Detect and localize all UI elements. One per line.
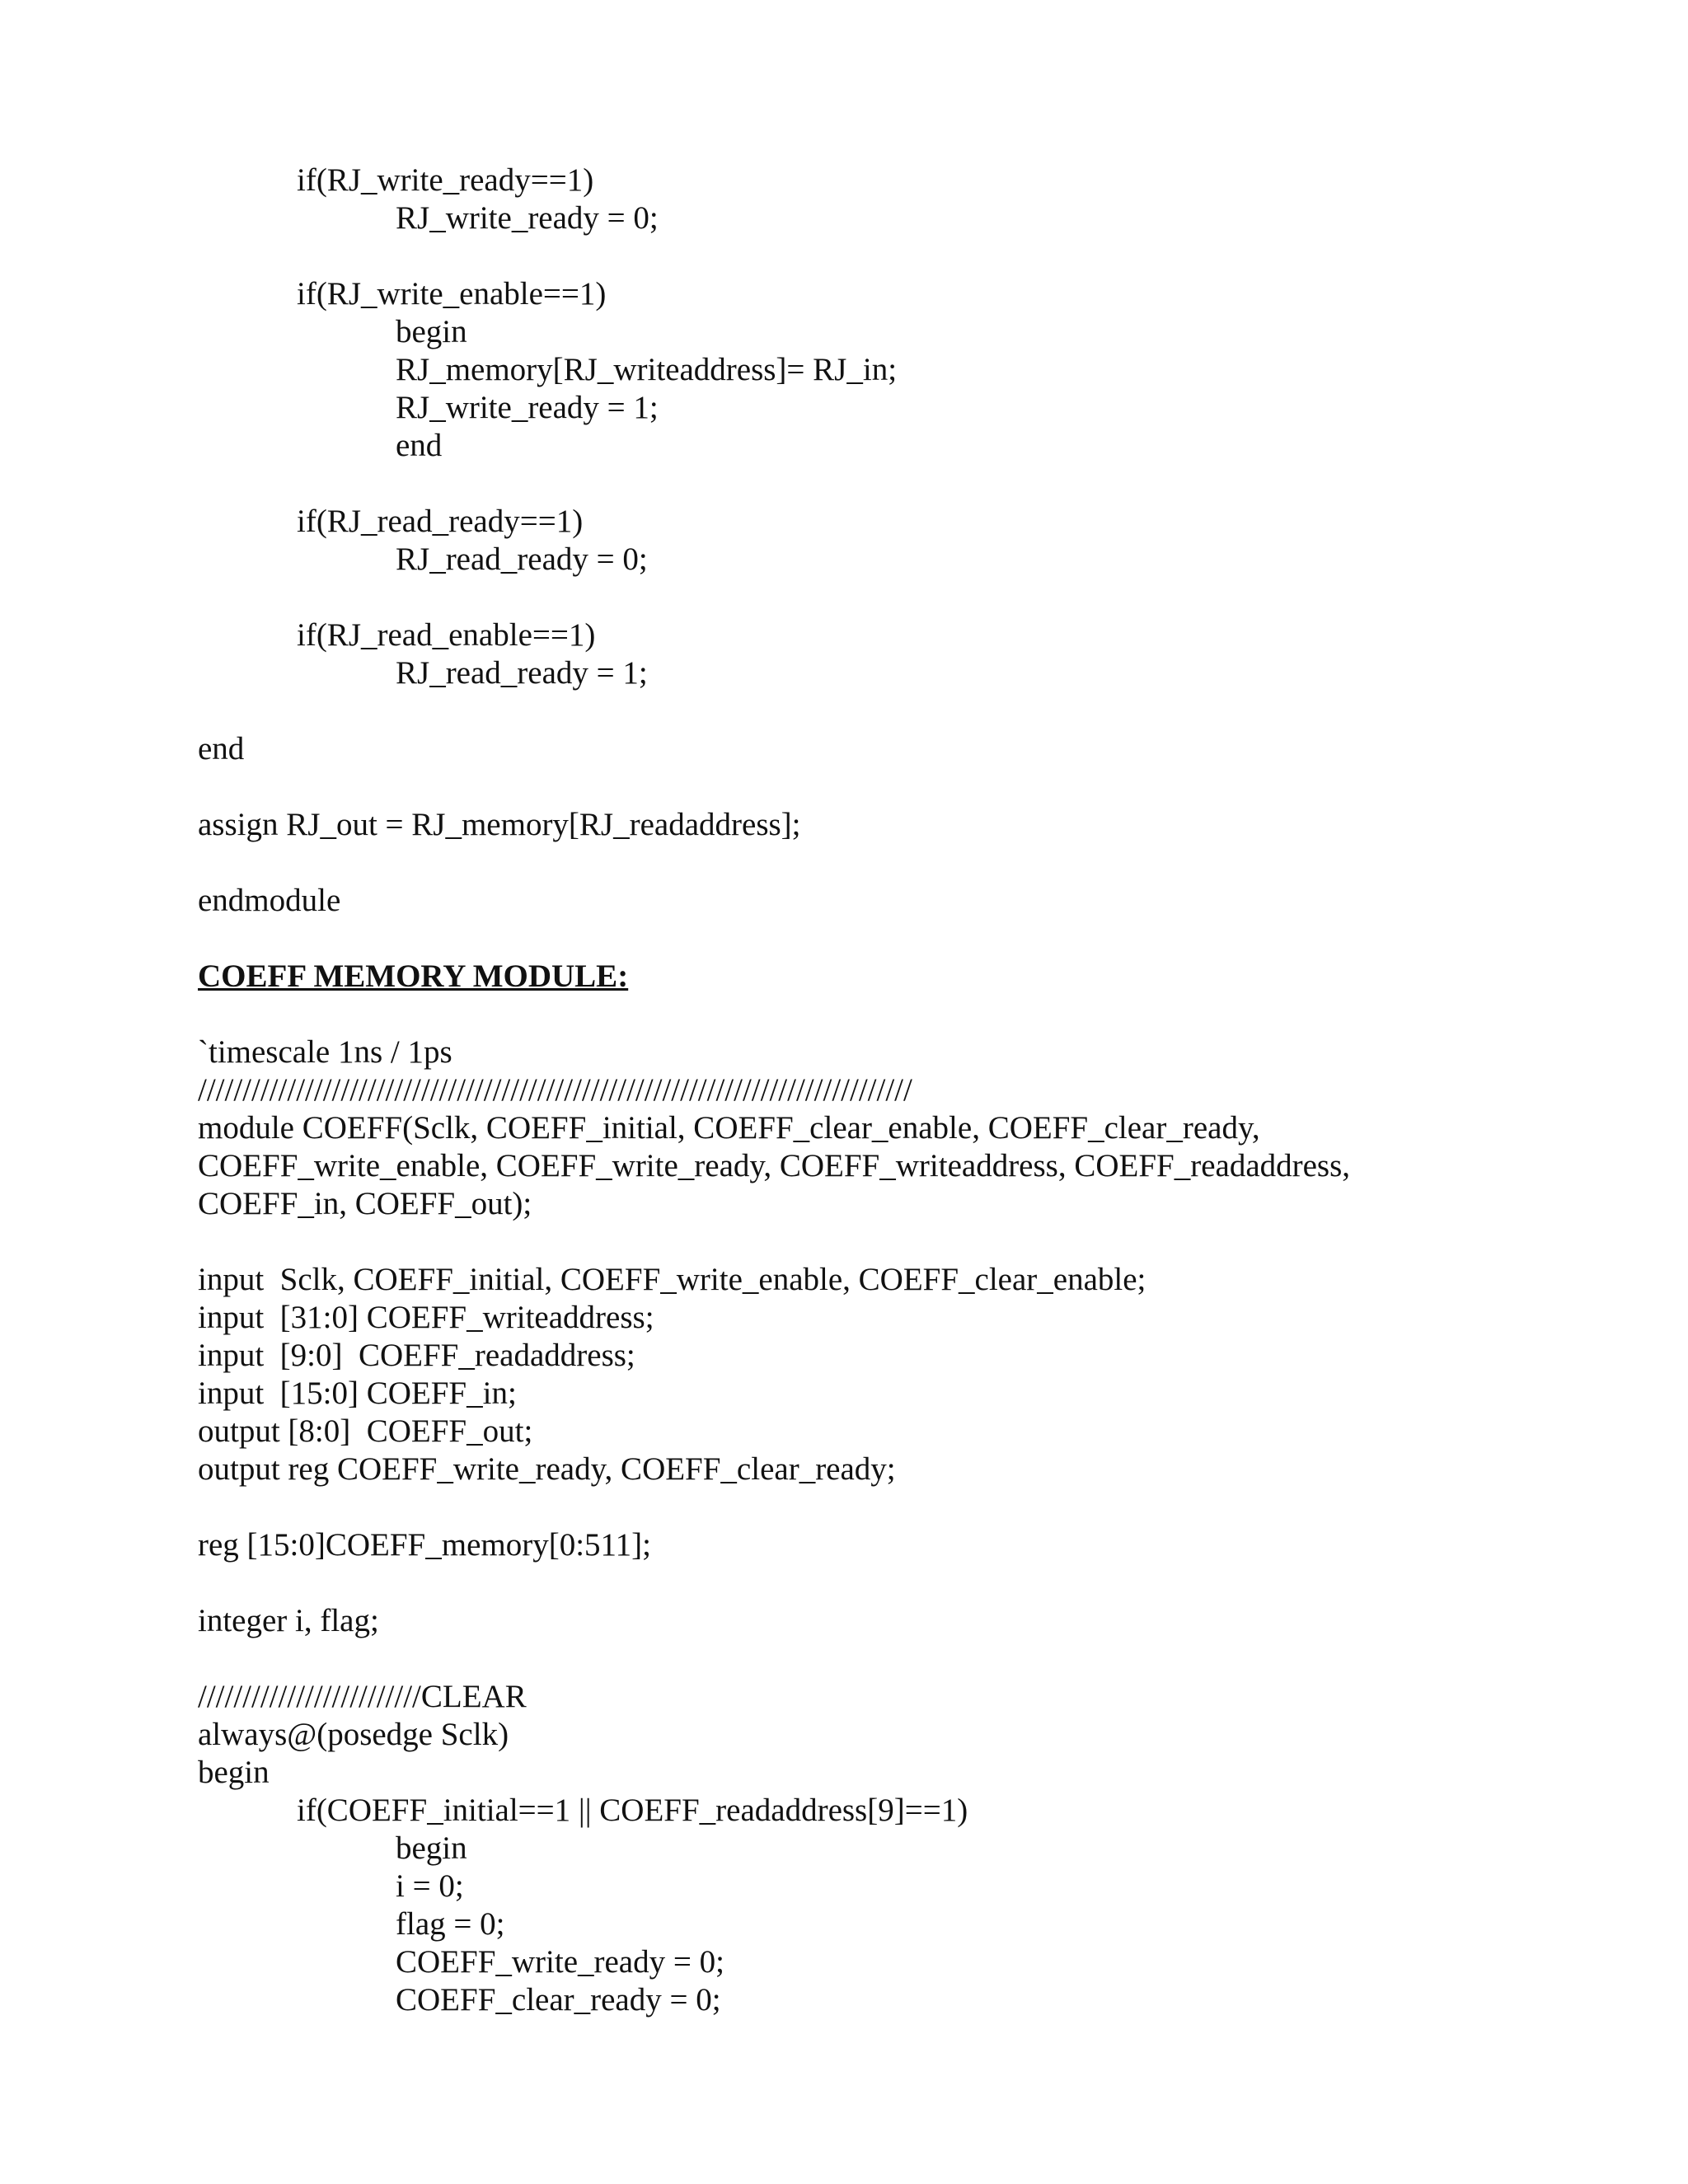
code-line: RJ_write_ready = 0;: [396, 200, 659, 236]
blank-line: [198, 1640, 1648, 1678]
blank-line: [198, 579, 1648, 616]
code-line: flag = 0;: [396, 1906, 505, 1942]
code-line: input [15:0] COEFF_in;: [198, 1376, 517, 1411]
code-line: always@(posedge Sclk): [198, 1717, 509, 1752]
blank-line: [198, 692, 1648, 730]
code-line: end: [198, 731, 245, 766]
code-line: if(RJ_write_ready==1): [297, 162, 594, 198]
code-line: COEFF_in, COEFF_out);: [198, 1186, 532, 1221]
section-heading: COEFF MEMORY MODULE:: [198, 958, 629, 994]
code-line: input [9:0] COEFF_readaddress;: [198, 1338, 635, 1373]
code-line: if(RJ_read_ready==1): [297, 504, 584, 539]
blank-line: [198, 1223, 1648, 1261]
code-line: `timescale 1ns / 1ps: [198, 1034, 452, 1070]
code-line: COEFF_write_ready = 0;: [396, 1944, 724, 1980]
blank-line: [198, 768, 1648, 806]
code-line: reg [15:0]COEFF_memory[0:511];: [198, 1527, 651, 1563]
blank-line: [198, 844, 1648, 882]
code-line: COEFF_clear_ready = 0;: [396, 1982, 721, 2018]
code-line: output reg COEFF_write_ready, COEFF_clear_ready;: [198, 1451, 896, 1487]
code-line: COEFF_write_enable, COEFF_write_ready, COEFF_writeaddress, COEFF_readaddress,: [198, 1148, 1351, 1183]
code-line: integer i, flag;: [198, 1603, 379, 1638]
code-line: begin: [396, 314, 467, 349]
blank-line: [198, 996, 1648, 1033]
code-line: end: [396, 428, 443, 463]
code-listing: [198, 162, 1648, 2019]
code-line: input [31:0] COEFF_writeaddress;: [198, 1300, 654, 1335]
code-line: if(COEFF_initial==1 || COEFF_readaddress[9]==1): [297, 1793, 968, 1828]
blank-line: [198, 1488, 1648, 1526]
code-line: RJ_read_ready = 1;: [396, 655, 648, 691]
code-line: RJ_write_ready = 1;: [396, 390, 659, 425]
code-line: ////////////////////////////////////////////////////////////////////////////////: [198, 1072, 912, 1108]
blank-line: [198, 920, 1648, 958]
code-line: input Sclk, COEFF_initial, COEFF_write_enable, COEFF_clear_enable;: [198, 1262, 1146, 1297]
code-line: if(RJ_read_enable==1): [297, 617, 596, 653]
code-line: module COEFF(Sclk, COEFF_initial, COEFF_clear_enable, COEFF_clear_ready,: [198, 1110, 1260, 1146]
code-line: i = 0;: [396, 1868, 464, 1904]
code-line: RJ_read_ready = 0;: [396, 541, 648, 577]
code-line: output [8:0] COEFF_out;: [198, 1413, 533, 1449]
code-line: RJ_memory[RJ_writeaddress]= RJ_in;: [396, 352, 898, 387]
blank-line: [198, 465, 1648, 503]
code-line: begin: [198, 1755, 270, 1790]
code-line: if(RJ_write_enable==1): [297, 276, 607, 312]
code-line: /////////////////////////CLEAR: [198, 1679, 527, 1714]
code-line: assign RJ_out = RJ_memory[RJ_readaddress];: [198, 807, 801, 842]
code-line: endmodule: [198, 883, 341, 918]
blank-line: [198, 1564, 1648, 1602]
code-line: begin: [396, 1830, 467, 1866]
blank-line: [198, 237, 1648, 275]
